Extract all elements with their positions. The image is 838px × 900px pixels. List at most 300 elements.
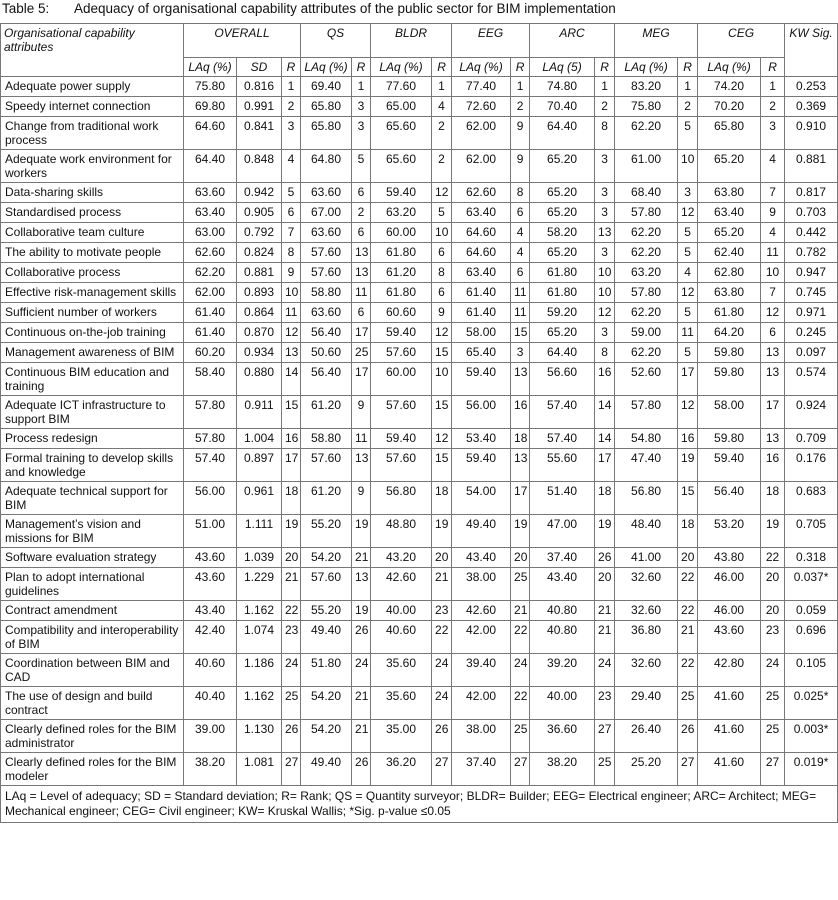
kw-sig-cell: 0.683 [785,482,838,515]
value-cell: 14 [595,429,615,449]
value-cell: 16 [511,396,530,429]
value-cell: 43.60 [698,621,761,654]
value-cell: 19 [432,515,452,548]
value-cell: 37.40 [530,548,595,568]
footnote-row [1,786,838,823]
value-cell: 5 [678,243,698,263]
value-cell: 13 [595,223,615,243]
value-cell: 43.60 [184,548,237,568]
value-cell: 42.60 [371,568,432,601]
value-cell: 57.40 [530,396,595,429]
value-cell: 3 [595,203,615,223]
table-row [1,548,838,568]
kw-sig-cell: 0.105 [785,654,838,687]
value-cell: 12 [432,429,452,449]
value-cell: 8 [432,263,452,283]
value-cell: 58.20 [530,223,595,243]
value-cell: 61.40 [184,303,237,323]
value-cell: 63.40 [452,203,511,223]
attribute-cell: Data-sharing skills [1,183,184,203]
value-cell: 62.20 [615,223,678,243]
value-cell: 56.40 [698,482,761,515]
attribute-cell: Coordination between BIM and CAD [1,654,184,687]
value-cell: 43.60 [184,568,237,601]
value-cell: 11 [678,323,698,343]
value-cell: 19 [511,515,530,548]
value-cell: 60.00 [371,223,432,243]
value-cell: 23 [282,621,301,654]
value-cell: 4 [511,243,530,263]
value-cell: 22 [678,568,698,601]
value-cell: 43.40 [530,568,595,601]
value-cell: 61.40 [452,283,511,303]
value-cell: 11 [352,283,371,303]
table-row [1,621,838,654]
value-cell: 20 [678,548,698,568]
value-cell: 9 [352,482,371,515]
value-cell: 58.00 [452,323,511,343]
value-cell: 49.40 [301,621,352,654]
value-cell: 0.816 [237,77,282,97]
value-cell: 3 [678,183,698,203]
value-cell: 59.20 [530,303,595,323]
value-cell: 36.60 [530,720,595,753]
value-cell: 47.40 [615,449,678,482]
value-cell: 1 [282,77,301,97]
subheader-cell: LAq (5) [530,58,595,77]
value-cell: 1 [432,77,452,97]
value-cell: 40.60 [371,621,432,654]
attribute-cell: Plan to adopt international guidelines [1,568,184,601]
attribute-cell: Adequate technical support for BIM [1,482,184,515]
value-cell: 39.40 [452,654,511,687]
value-cell: 0.881 [237,263,282,283]
value-cell: 0.911 [237,396,282,429]
subheader-cell: SD [237,58,282,77]
value-cell: 52.60 [615,363,678,396]
table-row [1,429,838,449]
value-cell: 5 [678,223,698,243]
table-row [1,303,838,323]
value-cell: 21 [678,621,698,654]
value-cell: 19 [282,515,301,548]
value-cell: 12 [761,303,785,323]
kw-sig-cell: 0.245 [785,323,838,343]
value-cell: 56.00 [452,396,511,429]
table-row [1,601,838,621]
table-row [1,568,838,601]
value-cell: 3 [352,97,371,117]
value-cell: 1.074 [237,621,282,654]
value-cell: 65.20 [530,243,595,263]
value-cell: 0.841 [237,117,282,150]
value-cell: 17 [282,449,301,482]
subheader-cell: R [761,58,785,77]
value-cell: 10 [595,283,615,303]
value-cell: 62.20 [615,117,678,150]
value-cell: 25 [511,720,530,753]
value-cell: 12 [678,396,698,429]
value-cell: 1.186 [237,654,282,687]
attribute-cell: Effective risk-management skills [1,283,184,303]
value-cell: 0.824 [237,243,282,263]
value-cell: 24 [511,654,530,687]
value-cell: 2 [678,97,698,117]
value-cell: 11 [282,303,301,323]
value-cell: 62.80 [698,263,761,283]
value-cell: 59.40 [698,449,761,482]
value-cell: 57.60 [301,449,352,482]
attribute-cell: Process redesign [1,429,184,449]
value-cell: 21 [511,601,530,621]
value-cell: 62.60 [184,243,237,263]
value-cell: 37.40 [452,753,511,786]
value-cell: 38.00 [452,568,511,601]
value-cell: 5 [678,303,698,323]
value-cell: 4 [432,97,452,117]
value-cell: 64.60 [452,243,511,263]
kw-sig-cell: 0.176 [785,449,838,482]
value-cell: 25 [352,343,371,363]
value-cell: 64.40 [530,343,595,363]
value-cell: 24 [282,654,301,687]
header-group-bldr: BLDR [371,24,452,58]
value-cell: 12 [678,283,698,303]
value-cell: 58.40 [184,363,237,396]
value-cell: 49.40 [301,753,352,786]
table-row [1,243,838,263]
value-cell: 19 [761,515,785,548]
value-cell: 62.40 [698,243,761,263]
value-cell: 56.00 [184,482,237,515]
value-cell: 64.20 [698,323,761,343]
value-cell: 24 [432,654,452,687]
value-cell: 64.80 [301,150,352,183]
value-cell: 10 [432,363,452,396]
kw-sig-cell: 0.696 [785,621,838,654]
value-cell: 63.80 [698,283,761,303]
value-cell: 4 [511,223,530,243]
value-cell: 59.40 [452,449,511,482]
value-cell: 2 [761,97,785,117]
value-cell: 13 [761,429,785,449]
table-row [1,223,838,243]
value-cell: 70.20 [698,97,761,117]
value-cell: 26 [352,753,371,786]
value-cell: 75.80 [184,77,237,97]
attribute-cell: Contract amendment [1,601,184,621]
value-cell: 57.60 [301,263,352,283]
table-row [1,449,838,482]
value-cell: 15 [678,482,698,515]
value-cell: 0.848 [237,150,282,183]
value-cell: 61.20 [371,263,432,283]
value-cell: 53.40 [452,429,511,449]
table-row [1,363,838,396]
value-cell: 18 [432,482,452,515]
value-cell: 27 [678,753,698,786]
value-cell: 41.60 [698,720,761,753]
value-cell: 40.00 [530,687,595,720]
value-cell: 18 [761,482,785,515]
value-cell: 3 [595,323,615,343]
value-cell: 59.40 [371,429,432,449]
value-cell: 26.40 [615,720,678,753]
value-cell: 57.40 [530,429,595,449]
value-cell: 65.20 [530,150,595,183]
value-cell: 26 [432,720,452,753]
value-cell: 19 [352,515,371,548]
subheader-cell: R [432,58,452,77]
value-cell: 56.40 [301,323,352,343]
value-cell: 74.20 [698,77,761,97]
value-cell: 23 [595,687,615,720]
value-cell: 41.60 [698,753,761,786]
value-cell: 21 [352,548,371,568]
value-cell: 4 [761,150,785,183]
value-cell: 24 [595,654,615,687]
value-cell: 16 [595,363,615,396]
value-cell: 35.00 [371,720,432,753]
value-cell: 6 [432,283,452,303]
value-cell: 60.20 [184,343,237,363]
value-cell: 25 [678,687,698,720]
value-cell: 57.60 [371,449,432,482]
kw-sig-cell: 0.369 [785,97,838,117]
value-cell: 65.20 [698,150,761,183]
table-row [1,396,838,429]
value-cell: 57.80 [615,203,678,223]
value-cell: 12 [432,183,452,203]
header-group-overall: OVERALL [184,24,301,58]
value-cell: 70.40 [530,97,595,117]
kw-sig-cell: 0.059 [785,601,838,621]
value-cell: 68.40 [615,183,678,203]
kw-sig-cell: 0.003* [785,720,838,753]
subheader-cell: LAq (%) [371,58,432,77]
value-cell: 49.40 [452,515,511,548]
value-cell: 13 [352,263,371,283]
table-row [1,323,838,343]
header-group-meg: MEG [615,24,698,58]
value-cell: 47.00 [530,515,595,548]
value-cell: 0.905 [237,203,282,223]
value-cell: 0.880 [237,363,282,396]
value-cell: 24 [352,654,371,687]
value-cell: 6 [352,223,371,243]
attribute-cell: Management awareness of BIM [1,343,184,363]
value-cell: 10 [282,283,301,303]
value-cell: 22 [511,621,530,654]
value-cell: 17 [595,449,615,482]
value-cell: 39.00 [184,720,237,753]
value-cell: 1.111 [237,515,282,548]
subheader-cell: LAq (%) [184,58,237,77]
value-cell: 43.40 [184,601,237,621]
value-cell: 2 [282,97,301,117]
value-cell: 12 [595,303,615,323]
value-cell: 0.961 [237,482,282,515]
subheader-cell: LAq (%) [615,58,678,77]
attribute-cell: Adequate power supply [1,77,184,97]
value-cell: 58.00 [698,396,761,429]
value-cell: 46.00 [698,601,761,621]
value-cell: 42.00 [452,621,511,654]
value-cell: 77.40 [452,77,511,97]
value-cell: 3 [595,243,615,263]
value-cell: 15 [432,343,452,363]
subheader-cell: R [352,58,371,77]
value-cell: 8 [595,117,615,150]
value-cell: 43.20 [371,548,432,568]
attribute-cell: Clearly defined roles for the BIM administrator [1,720,184,753]
value-cell: 35.60 [371,687,432,720]
subheader-cell: LAq (%) [301,58,352,77]
value-cell: 58.80 [301,429,352,449]
value-cell: 36.20 [371,753,432,786]
value-cell: 13 [761,343,785,363]
kw-sig-cell: 0.442 [785,223,838,243]
value-cell: 17 [352,363,371,396]
value-cell: 62.00 [452,117,511,150]
table-footnote: LAq = Level of adequacy; SD = Standard deviation; R= Rank; QS = Quantity surveyor; BLDR= Builder; EEG= Electrical engineer; ARC= Architect; MEG= Mechanical engineer; CEG= Civil engineer; KW= Kruskal Wallis; *Sig. p-value ≤0.05 [1,786,838,823]
value-cell: 3 [352,117,371,150]
value-cell: 65.60 [371,117,432,150]
value-cell: 13 [511,363,530,396]
value-cell: 25.20 [615,753,678,786]
value-cell: 2 [352,203,371,223]
value-cell: 64.40 [184,150,237,183]
value-cell: 5 [352,150,371,183]
value-cell: 57.80 [615,283,678,303]
header-row-groups [1,24,838,58]
value-cell: 8 [282,243,301,263]
value-cell: 48.40 [615,515,678,548]
value-cell: 62.00 [452,150,511,183]
attribute-cell: Continuous on-the-job training [1,323,184,343]
value-cell: 23 [761,621,785,654]
value-cell: 3 [595,150,615,183]
subheader-cell: LAq (%) [452,58,511,77]
value-cell: 59.40 [371,183,432,203]
value-cell: 10 [432,223,452,243]
value-cell: 10 [595,263,615,283]
value-cell: 0.942 [237,183,282,203]
value-cell: 54.20 [301,687,352,720]
value-cell: 12 [678,203,698,223]
table-row [1,515,838,548]
value-cell: 63.80 [698,183,761,203]
kw-sig-cell: 0.924 [785,396,838,429]
value-cell: 10 [761,263,785,283]
value-cell: 61.80 [698,303,761,323]
value-cell: 1.229 [237,568,282,601]
value-cell: 48.80 [371,515,432,548]
attribute-cell: Formal training to develop skills and knowledge [1,449,184,482]
value-cell: 7 [761,183,785,203]
value-cell: 53.20 [698,515,761,548]
value-cell: 61.40 [452,303,511,323]
value-cell: 25 [761,687,785,720]
value-cell: 19 [352,601,371,621]
value-cell: 17 [678,363,698,396]
value-cell: 69.40 [301,77,352,97]
table-row [1,77,838,97]
value-cell: 11 [511,283,530,303]
value-cell: 2 [432,150,452,183]
value-cell: 26 [352,621,371,654]
table-number: Table 5: [2,1,50,16]
value-cell: 55.20 [301,601,352,621]
value-cell: 65.20 [530,323,595,343]
subheader-cell: R [595,58,615,77]
value-cell: 26 [282,720,301,753]
attribute-cell: Sufficient number of workers [1,303,184,323]
value-cell: 0.934 [237,343,282,363]
value-cell: 1 [352,77,371,97]
value-cell: 6 [511,263,530,283]
value-cell: 60.60 [371,303,432,323]
kw-sig-cell: 0.019* [785,753,838,786]
value-cell: 65.40 [452,343,511,363]
value-cell: 42.80 [698,654,761,687]
attribute-cell: Management’s vision and missions for BIM [1,515,184,548]
attribute-cell: Change from traditional work process [1,117,184,150]
table-body [1,77,838,786]
value-cell: 7 [282,223,301,243]
value-cell: 0.864 [237,303,282,323]
value-cell: 56.80 [615,482,678,515]
value-cell: 21 [432,568,452,601]
value-cell: 63.40 [452,263,511,283]
value-cell: 21 [282,568,301,601]
value-cell: 32.60 [615,654,678,687]
table-row [1,654,838,687]
value-cell: 22 [761,548,785,568]
value-cell: 59.80 [698,343,761,363]
value-cell: 63.20 [371,203,432,223]
value-cell: 16 [678,429,698,449]
value-cell: 1.081 [237,753,282,786]
value-cell: 1.162 [237,687,282,720]
value-cell: 7 [761,283,785,303]
value-cell: 75.80 [615,97,678,117]
value-cell: 20 [511,548,530,568]
value-cell: 38.00 [452,720,511,753]
attribute-cell: The use of design and build contract [1,687,184,720]
value-cell: 61.80 [371,283,432,303]
value-cell: 18 [282,482,301,515]
value-cell: 21 [352,720,371,753]
value-cell: 1 [678,77,698,97]
table-row [1,150,838,183]
value-cell: 65.80 [301,117,352,150]
value-cell: 22 [678,654,698,687]
value-cell: 14 [282,363,301,396]
value-cell: 41.00 [615,548,678,568]
value-cell: 63.00 [184,223,237,243]
value-cell: 55.60 [530,449,595,482]
value-cell: 24 [432,687,452,720]
value-cell: 62.00 [184,283,237,303]
value-cell: 20 [595,568,615,601]
value-cell: 56.40 [301,363,352,396]
value-cell: 17 [761,396,785,429]
value-cell: 65.80 [698,117,761,150]
header-group-arc: ARC [530,24,615,58]
value-cell: 5 [282,183,301,203]
value-cell: 36.80 [615,621,678,654]
